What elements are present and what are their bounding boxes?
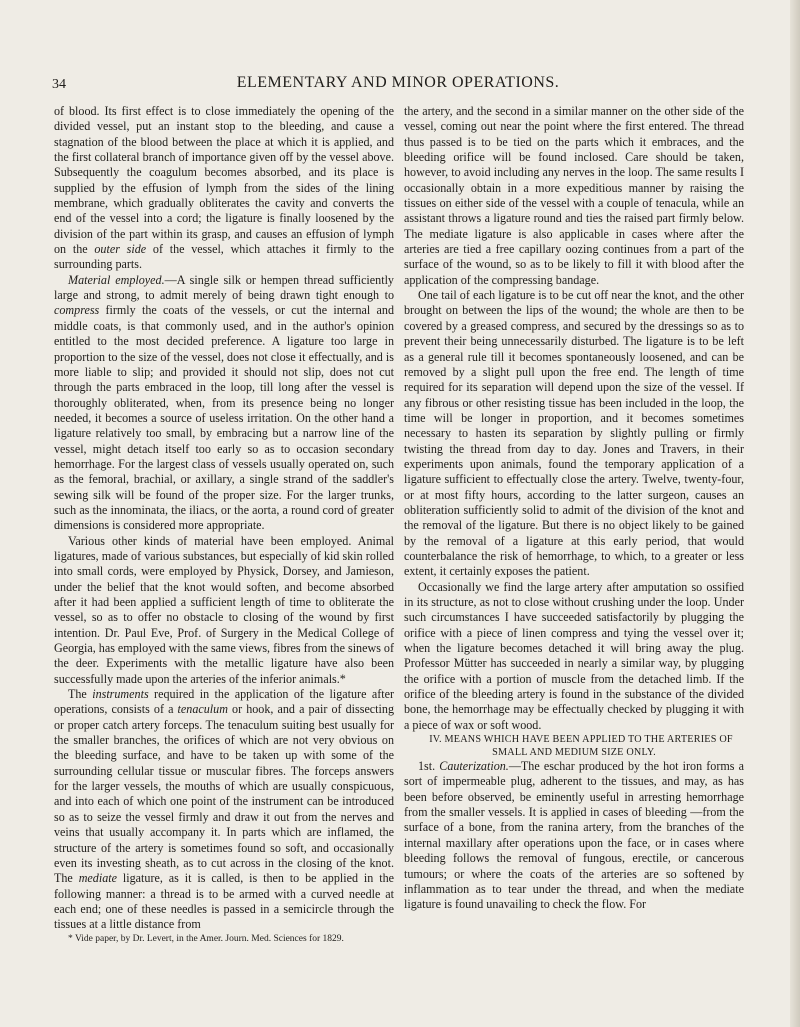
page-header	[52, 74, 744, 96]
left-column	[54, 104, 394, 945]
paragraph-cauterization: 1st. Cauterization.—The eschar produced by the hot iron forms a sort of impermeable plug, adherent to the tissues, and may, as has been before observed, be eminently useful in arresting hemorrhage from the smaller vessels. It is applied in cases of bleeding —from the surface of a bone, from the ranina artery, from the branches of the internal maxillary after operations upon the face, or in cases where bleeding follows the removal of fungous, erectile, or cancerous tumours; or where the coats of the arteries are so softened by inflammation as to tear under the thread, and when the mediate ligature is found unavailing to check the flow. For	[404, 759, 744, 912]
paragraph: of blood. Its first effect is to close immediately the opening of the divided vessel, put an instant stop to the bleeding, and cause a stagnation of the blood between the place at which it is applied, and the first collateral branch of importance given off by the vessel above. Subsequently the coagulum becomes absorbed, and its place is supplied by the effusion of lymph from the sides of the lining membrane, which gradually obliterates the cavity and converts the end of the vessel into a cord; the ligature is finally loosened by the division of the part within its grasp, and causes an effusion of lymph on the outer side of the vessel, which attaches it firmly to the surrounding parts.	[54, 104, 394, 272]
subheading: Material employed.	[68, 272, 165, 287]
subheading: Cauterization.	[439, 759, 509, 774]
section-heading: IV. MEANS WHICH HAVE BEEN APPLIED TO THE ARTERIES OF SMALL AND MEDIUM SIZE ONLY.	[429, 734, 733, 759]
paragraph-material-employed: Material employed.—A single silk or hempen thread sufficiently large and strong, to admit merely of being drawn tight enough to compress firmly the coats of the vessels, or cut the internal and middle coats, is that commonly used, and in the author's opinion entitled to the most decided preference. A ligature too large in proportion to the size of the vessel, does not close it effectually, and is more liable to slip; and provided it should not slip, does not cut through the parts embraced in the loop, till long after the vessel is thoroughly obliterated, when, from its presence being no longer needed, it becomes a source of useless irritation. On the other hand a ligature relatively too small, by embracing but a narrow line of the vessel, might detach itself too early so as to occasion secondary hemorrhage. For the largest class of vessels usually operated on, such as the femoral, brachial, or axillary, a single strand of the saddler's sewing silk will be found of the proper size. For the larger trunks, such as the innominata, the iliacs, or the aorta, a round cord of greater dimensions is considered more appropriate.	[54, 272, 394, 533]
paragraph: Occasionally we find the large artery after amputation so ossified in its structure, as not to close without crushing under the loop. Under such circumstances I have succeeded satisfactorily by plugging the orifice with a piece of linen compress and tying the vessel over it; when the ligature becomes detached it will bring away the plug. Professor Mütter has succeeded in nearly a similar way, by plugging the orifice with a portion of muscle from the detached limb. If the orifice of the bleeding artery is found in the substance of the divided bone, the hemorrhage may be effectually checked by plugging it with a piece of wax or soft wood.	[404, 579, 744, 732]
paragraph-instruments: The instruments required in the application of the ligature after operations, consists of a tenaculum or hook, and a pair of dissecting or proper catch artery forceps. The tenaculum suiting best usually for the smaller branches, the orifices of which are not very obvious on the bleeding surface, and have to be taken up with some of the surrounding cellular tissue or muscular fibres. The forceps answers for the larger vessels, the mouths of which are usually conspicuous, and into each of which one point of the instrument can be introduced so as to seize the vessel firmly and draw it out from the nerves and veins that usually accompany it. In parts which are inflamed, the structure of the artery is sometimes found so soft, and occasionally even its investing sheath, as to cut across in the closing of the knot. The mediate ligature, as it is called, is then to be applied in the following manner: a thread is to be armed with a curved needle at each end; one of these needles is passed in a semicircle through the tissues at a little distance from	[54, 687, 394, 932]
page-edge	[790, 0, 800, 1027]
running-title: ELEMENTARY AND MINOR OPERATIONS.	[236, 74, 560, 91]
paragraph: the artery, and the second in a similar manner on the other side of the vessel, coming out near the point where the first entered. The thread thus passed is to be tied on the parts which it embraces, and the bleeding orifice will be found inclosed. Care should be taken, however, to avoid including any nerves in the loop. The same results I occasionally obtain in a more expeditious manner by raising the tissues on either side of the vessel with a couple of tenacula, while an assistant throws a ligature round and ties the raised part firmly below. The mediate ligature is also applicable in cases where after the arteries are tied a free capillary oozing continues from a part of the surface of the wound, so as to be likely to fill it with blood after the application of the compressing bandage.	[404, 104, 744, 287]
footnote: * Vide paper, by Dr. Levert, in the Amer. Journ. Med. Sciences for 1829.	[68, 933, 344, 944]
right-column	[404, 104, 744, 913]
page-number: 34	[52, 77, 66, 92]
paragraph: One tail of each ligature is to be cut off near the knot, and the other brought on between the lips of the wound; the whole are then to be covered by a greased compress, and secured by the dressings so as to prevent their being unnecessarily disturbed. The ligature is to be left as a general rule till it becomes spontaneously loosened, and can be removed by a slight pull upon the free end. The length of time required for its separation will depend upon the size of the vessel. If any fibrous or other resisting tissue has been included in the loop, the time will be longer in proportion, and it becomes sometimes necessary to hasten its separation by slightly pulling or firmly twisting the thread from day to day. Jones and Travers, in their experiments upon animals, found the temporary application of a ligature sufficient to effectually close the artery. Twelve, twenty-four, or at most fifty hours, according to the latter surgeon, causes an obliteration sufficiently solid to admit of the division of the knot and the removal of the ligature. But there is no object likely to be gained by the removal of a ligature at this early period, that would counterbalance the risk of hemorrhage, to which, to a greater or less extent, it certainly exposes the patient.	[404, 288, 744, 579]
paragraph: Various other kinds of material have been employed. Animal ligatures, made of various substances, but especially of kid skin rolled into small cords, were employed by Physick, Dorsey, and Jamieson, under the belief that the knot would soften, and become absorbed after it had been applied a sufficient length of time to obliterate the vessel, so as to offer no obstacle to closing of the wound by first intention. Dr. Paul Eve, Prof. of Surgery in the Medical College of Georgia, has employed with the same views, fibres from the sinews of the deer. Experiments with the metallic ligature have also been successfully made upon the arteries of the inferior animals.*	[54, 533, 395, 686]
